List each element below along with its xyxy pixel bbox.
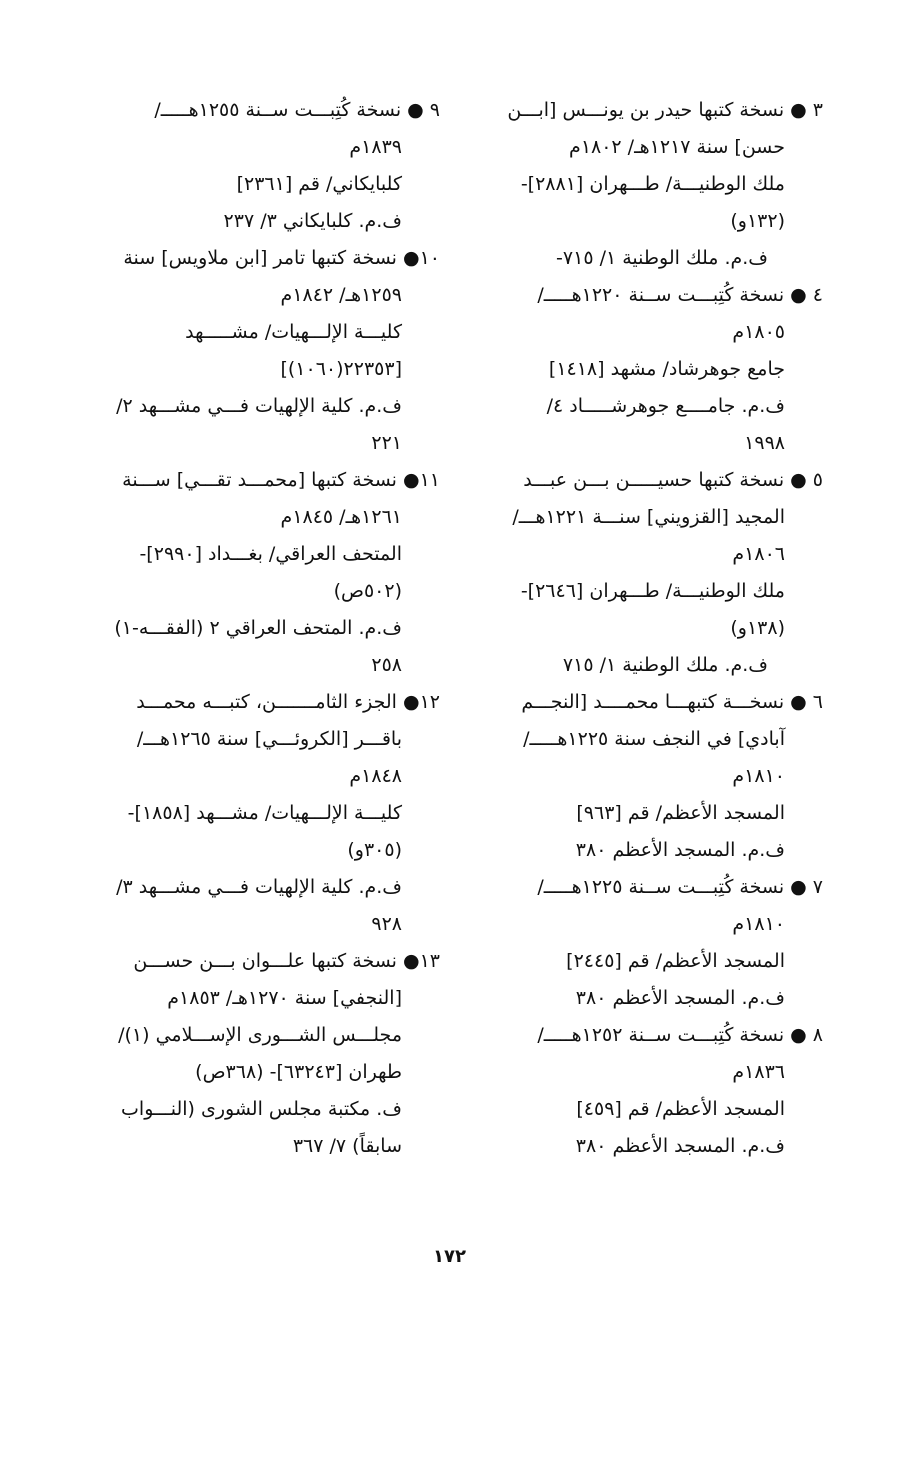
entry-line: ف.م. المتحف العراقي ٢ (الفقـــه-١) (114, 617, 402, 639)
manuscript-entry-5 (478, 462, 823, 684)
entry-line: ١٨٣٦م (732, 1061, 785, 1083)
entry-line: سابقاً) ٧/ ٣٦٧ (292, 1135, 402, 1157)
entry-line: ١٨٠٥م (732, 321, 785, 343)
manuscript-entry-3 (478, 92, 823, 277)
entry-line: ف.م. المسجد الأعظم ٣٨٠ (575, 839, 785, 861)
entry-line: (١٣٢و) (730, 210, 785, 232)
manuscript-entry-10 (95, 240, 440, 462)
entry-line: ف.م. المسجد الأعظم ٣٨٠ (575, 987, 785, 1009)
page-number: ١٧٢ (433, 1246, 466, 1267)
entry-line: ٢٥٨ (371, 654, 402, 676)
entry-line: ١١● نسخة كتبها [محمـــد تقـــي] ســـنة (122, 469, 440, 491)
entry-line: ١٨١٠م (732, 913, 785, 935)
entry-line: ١٠● نسخة كتبها تامر [ابن ملاويس] سنة (123, 247, 440, 269)
entry-line: ف.م. كلية الإلهيات فـــي مشـــهد ٣/ (116, 876, 402, 898)
entry-line: ١٢٦١هـ/ ١٨٤٥م (280, 506, 402, 528)
entry-line: ملك الوطنيـــة/ طـــهران [٢٦٤٦]- (520, 580, 785, 602)
entry-line: حسن] سنة ١٢١٧هـ/ ١٨٠٢م (569, 136, 785, 158)
entry-line: ٥ ● نسخة كتبها حسيـــــن بـــن عبـــد (523, 469, 823, 491)
entry-line: ف.م. جامــــع جوهرشـــــاد ٤/ (546, 395, 785, 417)
entry-line: جامع جوهرشاد/ مشهد [١٤١٨] (548, 358, 785, 380)
manuscript-entry-6 (478, 684, 823, 869)
entry-line: ف.م. كلية الإلهيات فـــي مشـــهد ٢/ (116, 395, 402, 417)
manuscript-entry-7 (478, 869, 823, 1017)
entry-line: كليـــة الإلـــهيات/ مشـــــهد (185, 321, 402, 343)
entry-line: طهران [٦٣٢٤٣]- (٣٦٨ص) (195, 1061, 402, 1083)
entry-line: [٢٢٣٥٣(١٠٦٠)] (280, 358, 402, 380)
manuscript-entry-9 (95, 92, 440, 240)
manuscript-entry-12 (95, 684, 440, 943)
entry-line: المسجد الأعظم/ قم [٢٤٤٥] (566, 950, 785, 972)
entry-line: (٥٠٢ص) (333, 580, 402, 602)
entry-line: ٣ ● نسخة كتبها حيدر بن يونـــس [ابـــن (507, 99, 823, 121)
manuscript-entry-8 (478, 1017, 823, 1165)
entry-line: ١٨١٠م (732, 765, 785, 787)
entry-line: مجلـــس الشـــورى الإســـلامي (١)/ (118, 1024, 402, 1046)
entry-line: كليـــة الإلـــهيات/ مشـــهد [١٨٥٨]- (127, 802, 402, 824)
entry-line: المسجد الأعظم/ قم [٩٦٣] (576, 802, 785, 824)
entry-line: المسجد الأعظم/ قم [٤٥٩] (576, 1098, 785, 1120)
entry-line: المجيد [القزويني] سنـــة ١٢٢١هـــ/ (512, 506, 785, 528)
entry-line: ف.م. كلبايكاني ٣/ ٢٣٧ (223, 210, 402, 232)
entry-line: ١٣● نسخة كتبها علـــوان بـــن حســـن (133, 950, 440, 972)
entry-line: ٩٢٨ (371, 913, 402, 935)
entry-line: ٩ ● نسخة كُتِبـــت ســنة ١٢٥٥هـــــ/ (154, 99, 440, 121)
entry-line: ١٢● الجزء الثامـــــــن، كتبـــه محمـــد (136, 691, 440, 713)
entry-line: ١٨٤٨م (349, 765, 402, 787)
entry-line: ف.م. ملك الوطنية ١/ ٧١٥ (562, 654, 768, 676)
entry-line: كلبايكاني/ قم [٢٣٦١] (236, 173, 402, 195)
entry-line: ٧ ● نسخة كُتِبـــت ســنة ١٢٢٥هـــــ/ (537, 876, 823, 898)
entry-line: ف. مكتبة مجلس الشورى (النـــواب (121, 1098, 402, 1120)
manuscript-entry-4 (478, 277, 823, 462)
entry-line: ٢٢١ (371, 432, 402, 454)
entry-line: ف.م. المسجد الأعظم ٣٨٠ (575, 1135, 785, 1157)
entry-line: ١٢٥٩هـ/ ١٨٤٢م (280, 284, 402, 306)
entry-line: المتحف العراقي/ بغـــداد [٢٩٩٠]- (139, 543, 402, 565)
entry-line: ملك الوطنيـــة/ طـــهران [٢٨٨١]- (520, 173, 785, 195)
right-column (478, 92, 823, 1165)
entry-line: ١٩٩٨ (744, 432, 785, 454)
entry-line: (٣٠٥و) (347, 839, 402, 861)
entry-line: ١٨٣٩م (349, 136, 402, 158)
entry-line: آبادي] في النجف سنة ١٢٢٥هـــــ/ (523, 728, 785, 750)
entry-line: (١٣٨و) (730, 617, 785, 639)
manuscript-entry-13 (95, 943, 440, 1165)
entry-line: باقـــر [الكروئـــي] سنة ١٢٦٥هـــ/ (136, 728, 402, 750)
entry-line: [النجفي] سنة ١٢٧٠هـ/ ١٨٥٣م (167, 987, 402, 1009)
left-column (95, 92, 440, 1165)
entry-line: ١٨٠٦م (732, 543, 785, 565)
manuscript-entry-11 (95, 462, 440, 684)
entry-line: ٦ ● نسخـــة كتبهـــا محمــــد [النجـــم (521, 691, 823, 713)
entry-line: ٨ ● نسخة كُتِبـــت ســنة ١٢٥٢هـــــ/ (537, 1024, 823, 1046)
entry-line: ٤ ● نسخة كُتِبـــت ســنة ١٢٢٠هـــــ/ (537, 284, 823, 306)
entry-line: ف.م. ملك الوطنية ١/ ٧١٥- (556, 247, 768, 269)
